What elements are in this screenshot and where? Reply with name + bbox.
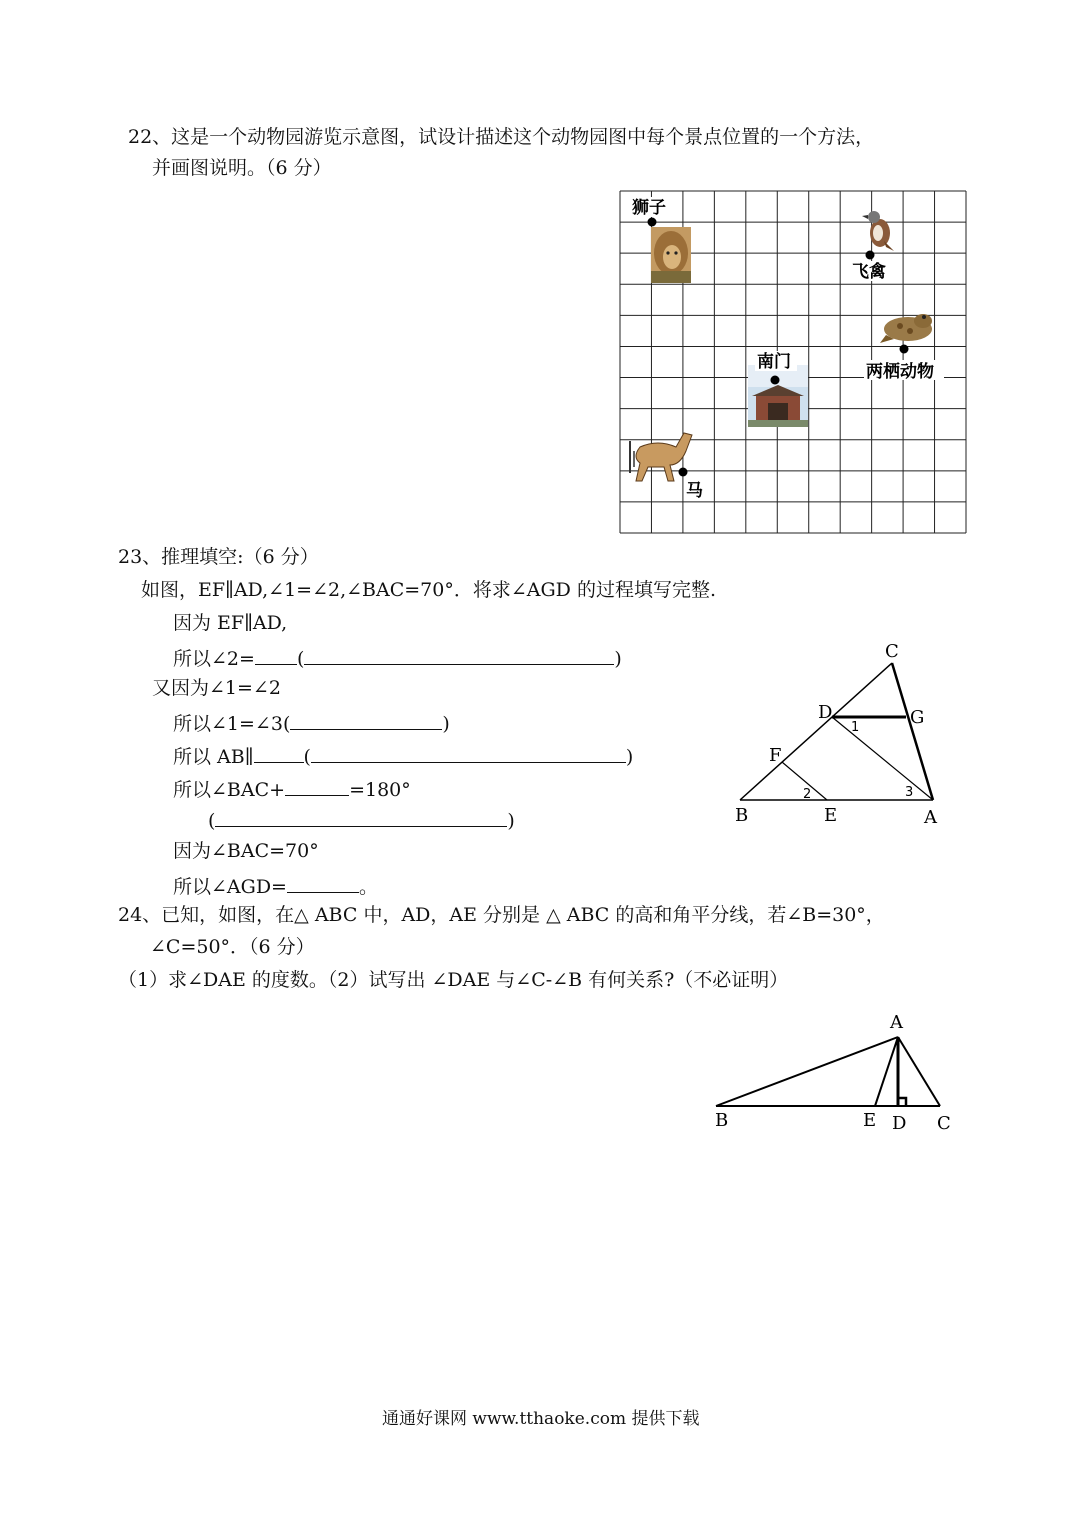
q23-step2-text: 所以∠2= [173,648,255,670]
label-B: B [715,1110,729,1131]
q23-reason2[interactable] [304,646,614,665]
label-E: E [824,805,838,826]
q23-blank-parallel[interactable] [254,744,304,763]
q23-reason4[interactable] [290,711,442,730]
q24-line3: （1）求∠DAE 的度数。（2）试写出 ∠DAE 与∠C-∠B 有何关系?（不必证明） [118,969,789,991]
bird-label: 飞禽 [852,262,886,282]
horse-point [679,468,688,477]
page-footer: 通通好课网 www.tthaoke.com 提供下载 [382,1409,700,1429]
q22-line2: 并画图说明。（6 分） [152,157,332,179]
frog-picture [880,314,932,343]
segment-AE [875,1037,898,1106]
label-A: A [890,1012,903,1033]
angle-2-label: 2 [803,787,812,802]
label-A: A [924,807,937,828]
q23-title: 23、推理填空:（6 分） [118,546,319,568]
q23-reason5[interactable] [311,744,626,763]
label-D: D [892,1113,907,1134]
segment-DA [832,717,933,800]
q22-line1: 22、这是一个动物园游览示意图，试设计描述这个动物园图中每个景点位置的一个方法， [128,126,875,148]
q23-intro: 如图，EF∥AD,∠1=∠2,∠BAC=70°．将求∠AGD 的过程填写完整. [141,579,716,601]
segment-AB [716,1037,898,1106]
bird-picture [862,211,894,251]
q23-step4: 所以∠1=∠3( ) [173,713,450,735]
q24-figure [706,1010,956,1136]
amphibian-label: 两栖动物 [866,362,934,382]
q23-figure [728,636,948,832]
horse-label: 马 [686,481,703,501]
angle-1-label: 1 [851,720,860,735]
segment-CA [892,663,933,800]
lion-picture [651,227,691,283]
label-D: D [818,702,833,723]
q23-step6: 所以∠BAC+ =180° [173,779,411,801]
q23-step6-reason: ( ) [208,810,515,832]
lion-label: 狮子 [632,198,666,218]
label-B: B [735,805,749,826]
label-C: C [885,641,899,662]
q23-step5: 所以 AB∥ ( ) [173,746,634,768]
q23-step3: 又因为∠1=∠2 [152,677,281,699]
zoo-map [618,189,968,535]
lion-point [648,218,657,227]
q23-reason6[interactable] [215,808,507,827]
q23-step2: 所以∠2= ( ) [173,648,622,670]
q24-line2: ∠C=50°．（6 分） [150,936,315,958]
bird-point [866,251,875,260]
gate-label: 南门 [757,352,791,372]
q23-step8: 所以∠AGD= 。 [173,876,378,898]
q23-blank-answer[interactable] [287,874,359,893]
q23-step1: 因为 EF∥AD, [173,612,288,634]
label-G: G [910,707,925,728]
gate-point [771,376,780,385]
gate-picture [748,365,808,427]
label-F: F [769,745,782,766]
angle-3-label: 3 [905,785,914,800]
segment-AC [898,1037,940,1106]
q24-line1: 24、已知，如图，在△ ABC 中，AD，AE 分别是 △ ABC 的高和角平分线，若∠B=30°， [118,904,885,926]
label-C: C [937,1113,951,1134]
q23-blank-angle2[interactable] [255,646,297,665]
segment-BC [740,663,892,800]
q23-step7: 因为∠BAC=70° [173,840,319,862]
amphibian-point [900,345,909,354]
label-E: E [863,1110,877,1131]
q23-blank-supplement[interactable] [285,777,349,796]
